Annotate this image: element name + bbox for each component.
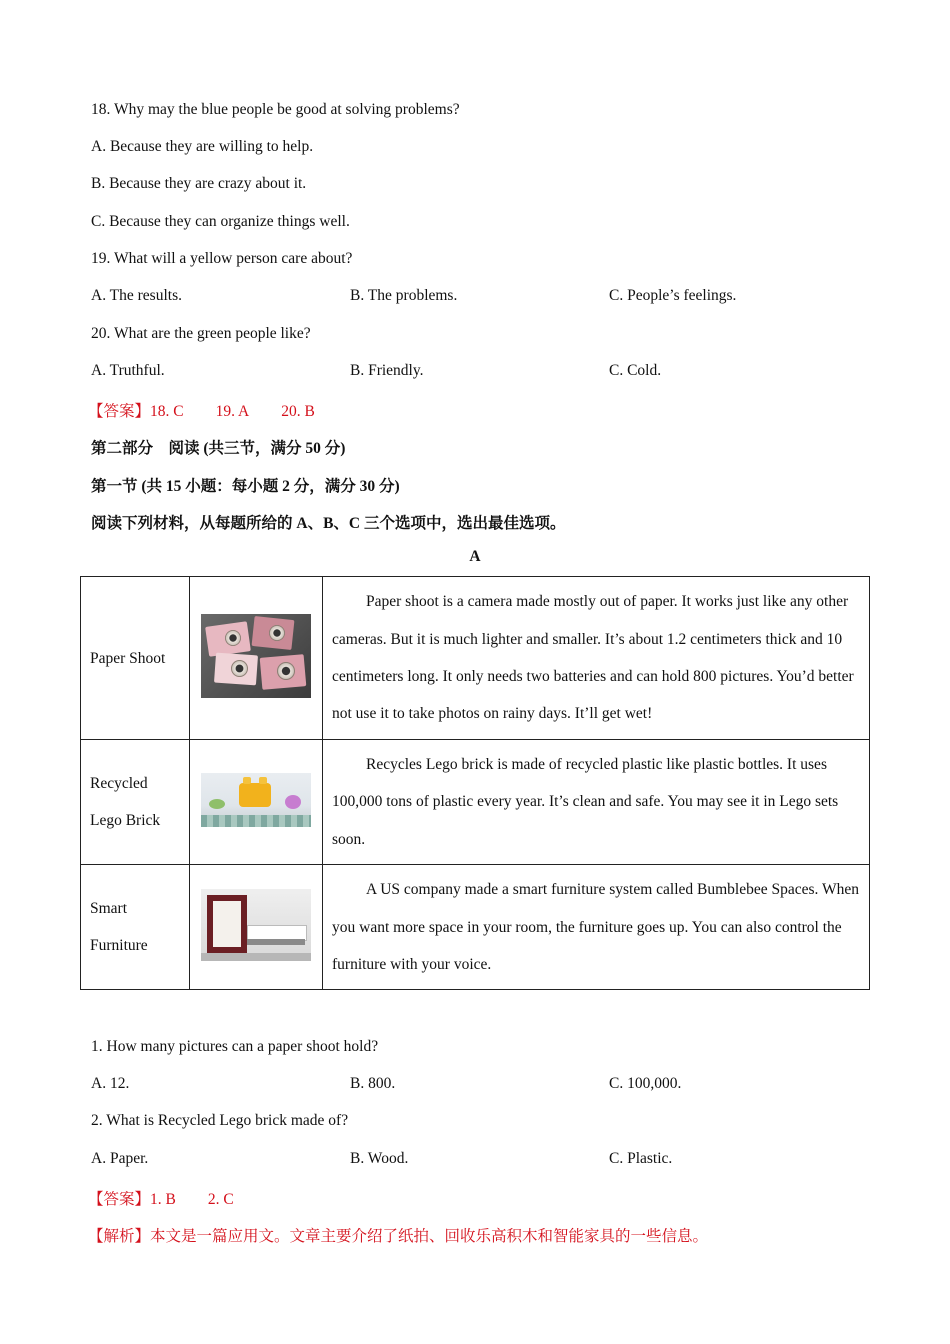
product-description-cell (323, 577, 870, 740)
analysis-text: 本文是一篇应用文。文章主要介绍了纸拍、回收乐高积木和智能家具的一些信息。 (150, 1228, 709, 1245)
product-info-table (80, 576, 870, 990)
q19-option-b: B. The problems. (350, 287, 458, 304)
q2-option-a: A. Paper. (91, 1150, 149, 1167)
product-description: Paper shoot is a camera made mostly out of paper. It works just like any other cameras. But it is much lighter and smaller. It’s about 1.2 centimeters thick and 10 centimeters long. It only needs two batteries and can hold 800 pictures. You’d better not use it to take photos on rainy days. It’ll get wet! (332, 593, 854, 723)
product-name: Paper Shoot (90, 649, 166, 667)
q19-question: 19. What will a yellow person care about? (91, 250, 353, 267)
table-row (81, 740, 870, 865)
q20-option-c: C. Cold. (609, 362, 662, 379)
analysis-label: 【解析】 (88, 1228, 151, 1245)
q20-option-a: A. Truthful. (91, 362, 165, 379)
answer-item: 20. B (281, 403, 315, 420)
q19-option-a: A. The results. (91, 287, 182, 304)
product-name-cell (81, 577, 190, 740)
answer-item: 1. B (150, 1191, 176, 1208)
q1-option-c: C. 100,000. (609, 1075, 682, 1092)
q20-option-b: B. Friendly. (350, 362, 424, 379)
answer-label: 【答案】 (88, 1191, 151, 1208)
part-heading: 第二部分 阅读 (共三节，满分 50 分) (91, 440, 346, 457)
product-description: A US company made a smart furniture system called Bumblebee Spaces. When you want more space in your room, the furniture goes up. You can also control the furniture with your voice. (332, 881, 859, 974)
lego-brick-photo-icon (201, 773, 311, 827)
q2-option-b: B. Wood. (350, 1150, 409, 1167)
product-image-cell (190, 740, 323, 865)
q18-option-c: C. Because they can organize things well. (91, 213, 350, 230)
answer-item: 19. A (215, 403, 250, 420)
reading-instruction: 阅读下列材料，从每题所给的 A、B、C 三个选项中，选出最佳选项。 (91, 515, 566, 532)
q2-option-c: C. Plastic. (609, 1150, 673, 1167)
table-row (81, 865, 870, 990)
subsection-heading: 第一节 (共 15 小题：每小题 2 分，满分 30 分) (91, 478, 400, 495)
product-description-cell (323, 740, 870, 865)
product-name: Smart (90, 900, 128, 918)
passage-title: A (469, 548, 481, 565)
product-name-cell (81, 865, 190, 990)
q2-question: 2. What is Recycled Lego brick made of? (91, 1112, 349, 1129)
paper-camera-photo-icon (201, 614, 311, 698)
product-name: Lego Brick (90, 812, 161, 830)
answer-item: 18. C (150, 403, 184, 420)
q18-option-a: A. Because they are willing to help. (91, 138, 314, 155)
q20-question: 20. What are the green people like? (91, 325, 311, 342)
answer-item: 2. C (207, 1191, 234, 1208)
product-name: Recycled (90, 775, 148, 793)
product-description-cell (323, 865, 870, 990)
product-name: Furniture (90, 937, 148, 955)
answer-key-1-2 (88, 1187, 234, 1209)
q1-question: 1. How many pictures can a paper shoot hold? (91, 1038, 379, 1055)
smart-furniture-photo-icon (201, 889, 311, 961)
q19-option-c: C. People’s feelings. (609, 287, 737, 304)
analysis (88, 1224, 708, 1246)
product-image-cell (190, 577, 323, 740)
answer-label: 【答案】 (88, 403, 151, 420)
q18-question: 18. Why may the blue people be good at solving problems? (91, 101, 460, 118)
product-description: Recycles Lego brick is made of recycled plastic like plastic bottles. It uses 100,000 tons of plastic every year. It’s clean and safe. You may see it in Lego sets soon. (332, 756, 839, 848)
answer-key-18-20 (88, 399, 315, 421)
product-image-cell (190, 865, 323, 990)
q1-option-b: B. 800. (350, 1075, 396, 1092)
table-row (81, 577, 870, 740)
product-name-cell (81, 740, 190, 865)
q18-option-b: B. Because they are crazy about it. (91, 175, 307, 192)
q1-option-a: A. 12. (91, 1075, 130, 1092)
